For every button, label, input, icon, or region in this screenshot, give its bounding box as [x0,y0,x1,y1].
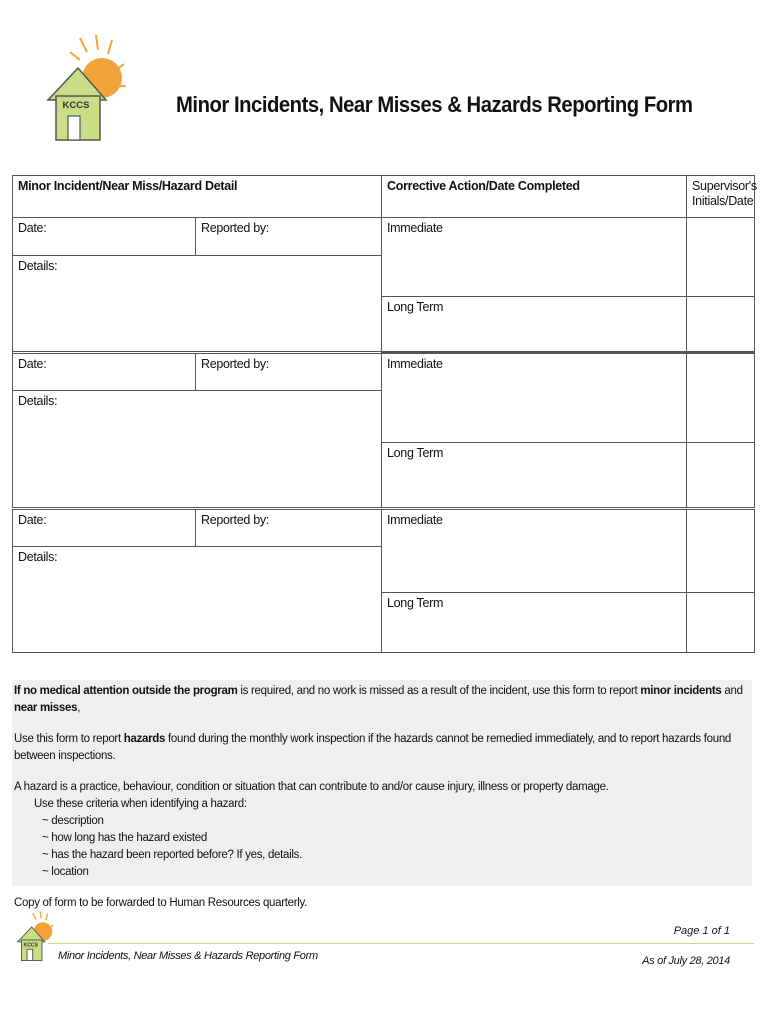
logo-text: KCCS [62,100,90,111]
details-field[interactable]: Details: [13,256,382,353]
immediate-field[interactable]: Immediate [382,218,687,297]
supervisor-immediate-field[interactable] [687,509,755,593]
date-field[interactable]: Date: [13,509,196,547]
long-term-field[interactable]: Long Term [382,593,687,653]
kccs-logo [40,30,130,145]
reported-by-field[interactable]: Reported by: [196,353,382,391]
footer-revision-date: As of July 28, 2014 [642,955,730,967]
entry-row [13,353,755,391]
immediate-field[interactable]: Immediate [382,353,687,443]
footer-logo-text: KCCS [23,942,39,949]
details-field[interactable]: Details: [13,391,382,509]
footer-kccs-logo [14,908,56,964]
incident-form-table [12,175,755,653]
criteria-intro: Use these criteria when identifying a hazard: [34,798,247,810]
details-field[interactable]: Details: [13,547,382,653]
date-field[interactable]: Date: [13,218,196,256]
instructions-box [12,680,752,909]
instruction-paragraph-1: If no medical attention outside the program is required, and no work is missed as a result of the incident, use this form to report minor incidents and near misses, [14,685,743,714]
long-term-field[interactable]: Long Term [382,297,687,353]
date-field[interactable]: Date: [13,353,196,391]
page-title: Minor Incidents, Near Misses & Hazards Reporting Form [176,92,693,117]
page-number: Page 1 of 1 [673,925,730,937]
criteria-item: ~ has the hazard been reported before? If yes, details. [42,849,303,861]
header-detail: Minor Incident/Near Miss/Hazard Detail [13,176,382,218]
supervisor-immediate-field[interactable] [687,353,755,443]
header-corrective-action: Corrective Action/Date Completed [382,176,687,218]
supervisor-long-term-field[interactable] [687,593,755,653]
reported-by-field[interactable]: Reported by: [196,509,382,547]
long-term-field[interactable]: Long Term [382,443,687,509]
forwarding-note: Copy of form to be forwarded to Human Resources quarterly. [14,897,308,909]
supervisor-long-term-field[interactable] [687,297,755,353]
supervisor-long-term-field[interactable] [687,443,755,509]
criteria-item: ~ location [42,866,89,878]
table-header-row [13,176,755,218]
entry-row [13,509,755,547]
entry-row [13,218,755,256]
reported-by-field[interactable]: Reported by: [196,218,382,256]
instruction-paragraph-2: Use this form to report hazards found during the monthly work inspection if the hazards cannot be remedied immediately, and to report hazards found between inspections. [14,733,732,762]
immediate-field[interactable]: Immediate [382,509,687,593]
supervisor-immediate-field[interactable] [687,218,755,297]
criteria-item: ~ how long has the hazard existed [42,832,207,844]
header-supervisor: Supervisor's Initials/Date [687,176,755,218]
footer-divider [48,943,754,944]
footer-form-title: Minor Incidents, Near Misses & Hazards Reporting Form [58,950,318,962]
hazard-definition: A hazard is a practice, behaviour, condition or situation that can contribute to and/or cause injury, illness or property damage. [14,781,609,793]
criteria-item: ~ description [42,815,104,827]
